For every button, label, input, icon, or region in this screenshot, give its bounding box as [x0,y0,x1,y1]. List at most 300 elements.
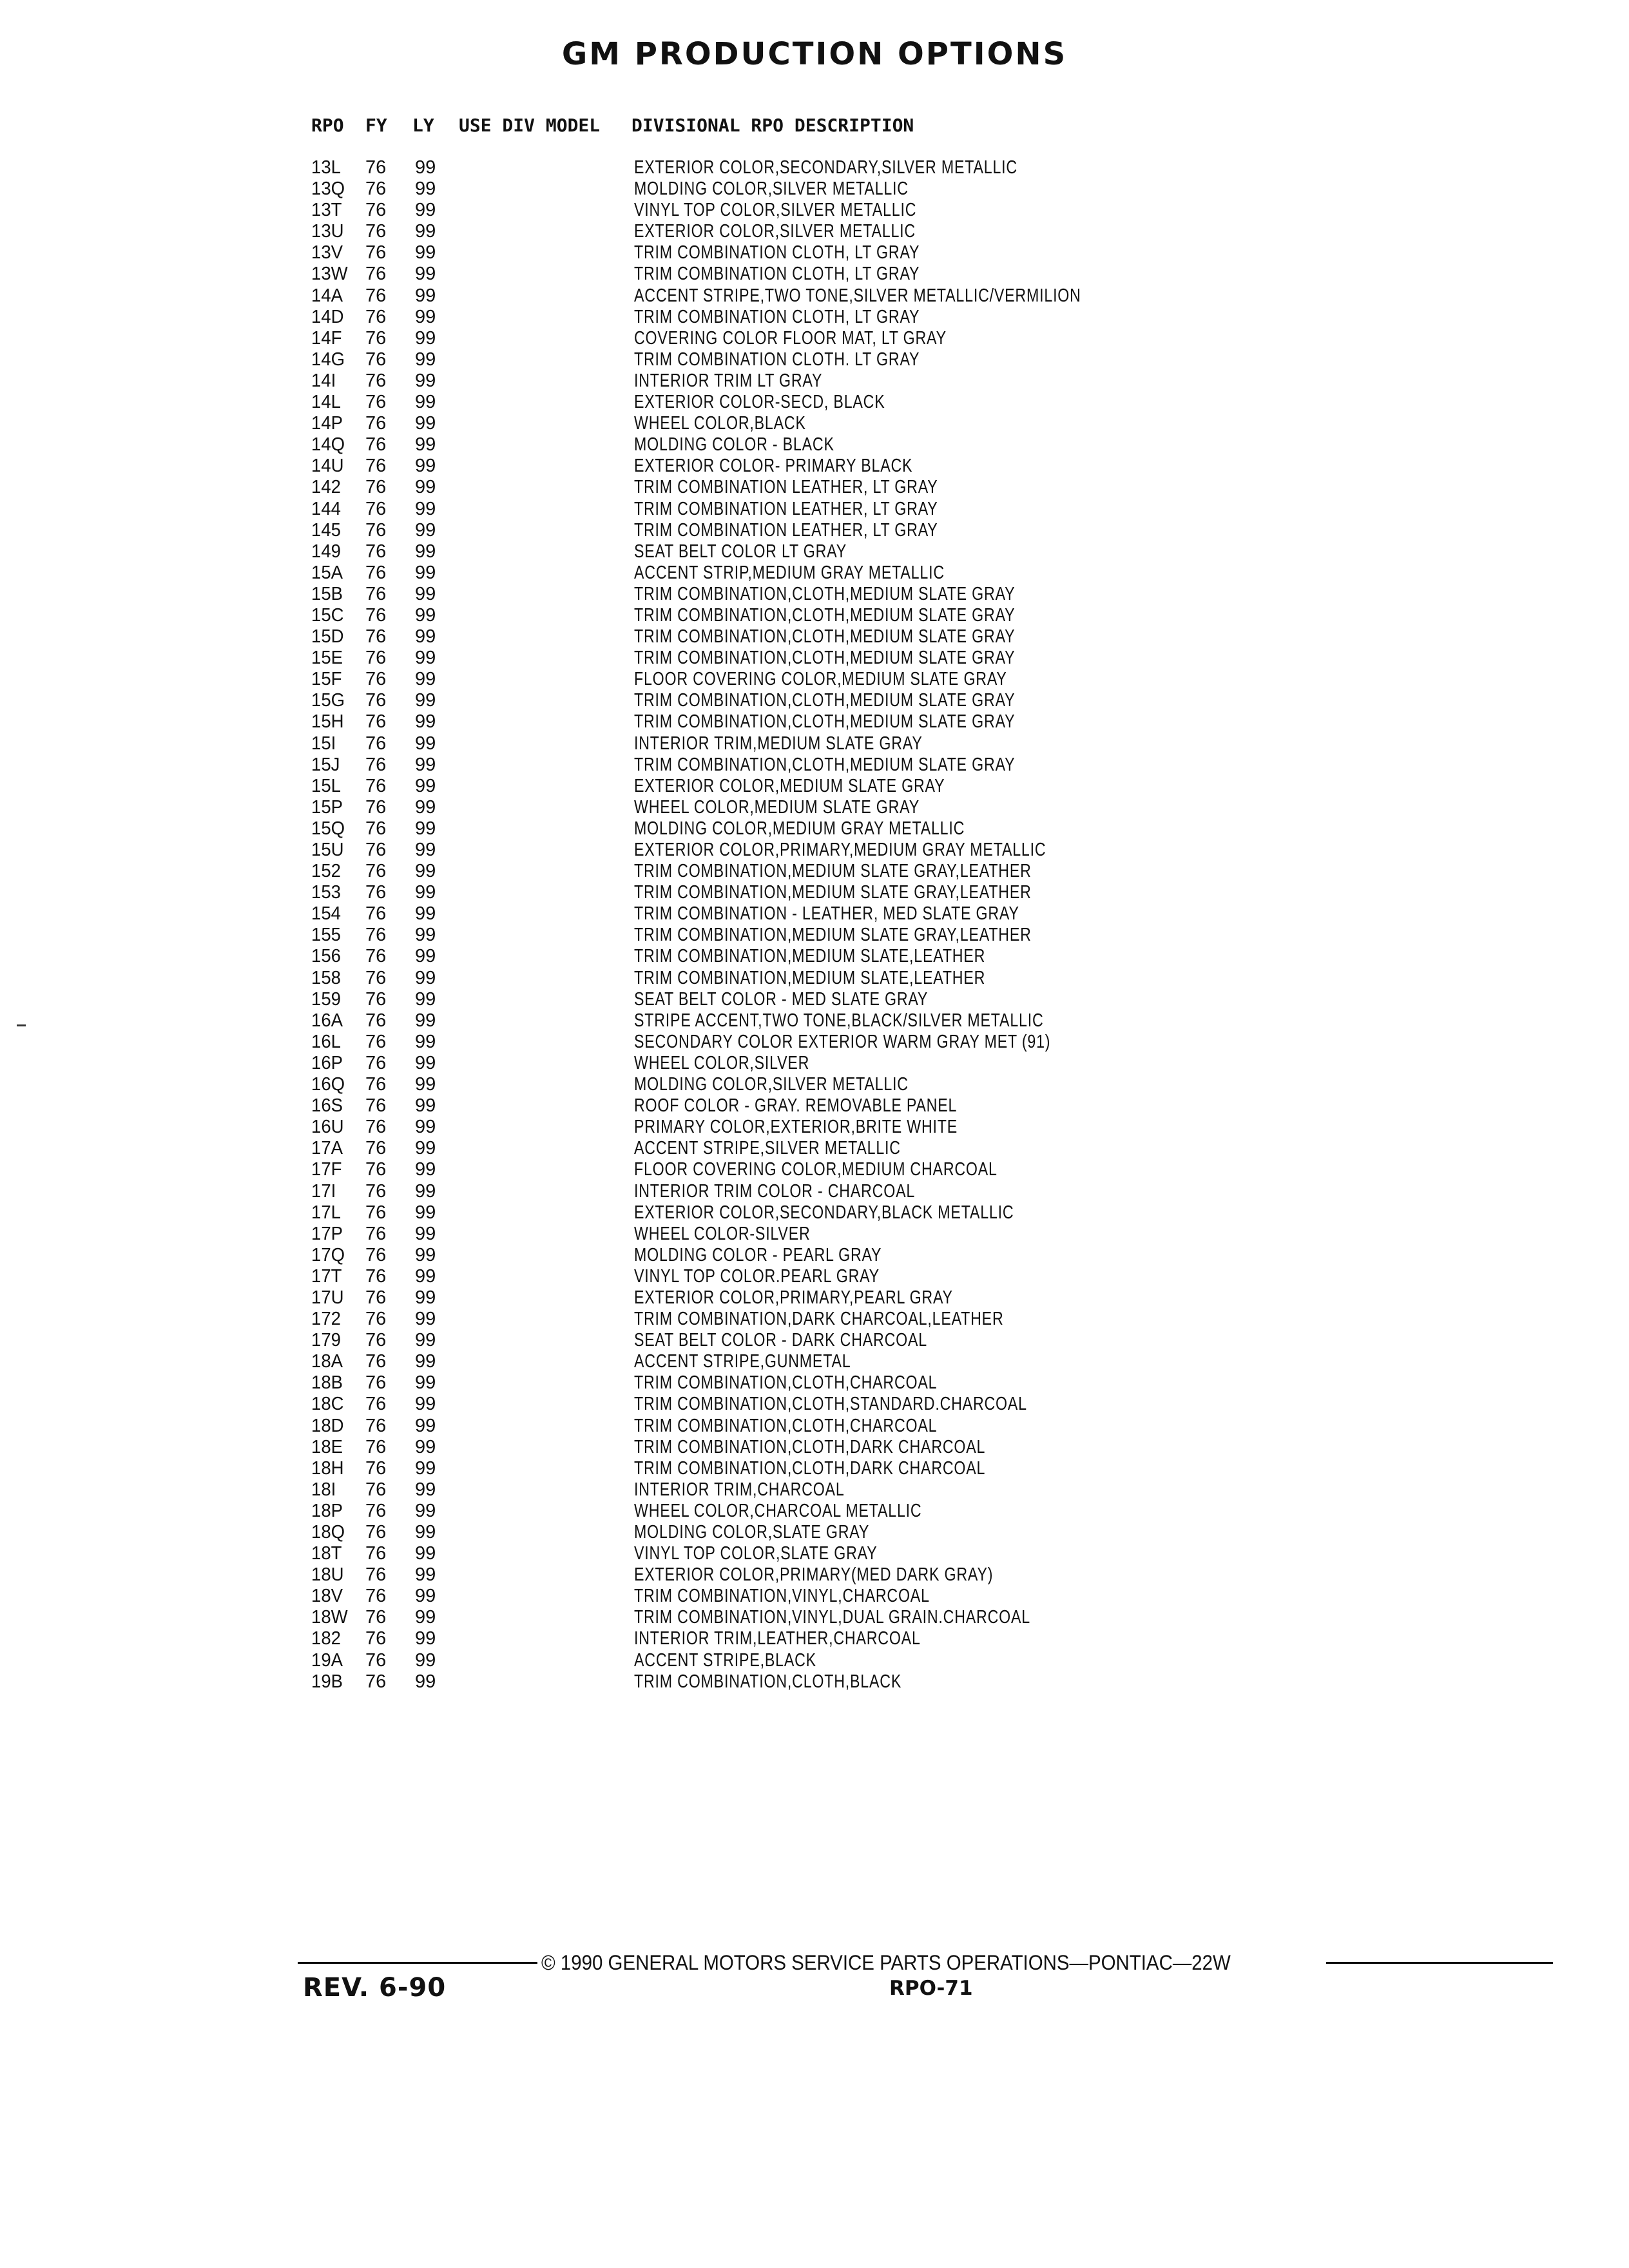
last-year: 99 [415,1457,436,1479]
first-year: 76 [365,1564,387,1586]
last-year: 99 [415,306,436,327]
rpo-description: WHEEL COLOR,CHARCOAL METALLIC [634,1500,922,1521]
table-row [0,776,1629,797]
first-year: 76 [365,1607,387,1628]
rpo-code: 15P [311,796,343,818]
rpo-description: VINYL TOP COLOR,SILVER METALLIC [634,200,917,221]
first-year: 76 [365,1010,387,1031]
first-year: 76 [365,1287,387,1308]
last-year: 99 [415,925,436,946]
rpo-description: TRIM COMBINATION LEATHER, LT GRAY [634,477,938,498]
last-year: 99 [415,242,436,264]
first-year: 76 [365,221,387,242]
table-row [0,520,1629,541]
column-header-rpo: RPO [311,115,344,136]
last-year: 99 [415,1522,436,1542]
last-year: 99 [415,413,436,434]
footer-rule-left [298,1962,537,1964]
last-year: 99 [415,1649,436,1671]
first-year: 76 [365,861,387,882]
rpo-description: WHEEL COLOR-SILVER [634,1223,811,1244]
rpo-code: 17I [311,1180,336,1202]
rpo-code: 155 [311,925,341,946]
first-year: 76 [365,1522,387,1542]
rpo-description: TRIM COMBINATION,MEDIUM SLATE GRAY,LEATHER [634,925,1032,946]
table-row [0,903,1629,925]
rpo-code: 17T [311,1265,342,1287]
first-year: 76 [365,1052,387,1073]
first-year: 76 [365,1351,387,1372]
first-year: 76 [365,264,387,285]
table-row [0,690,1629,711]
first-year: 76 [365,818,387,839]
rpo-description: TRIM COMBINATION,MEDIUM SLATE,LEATHER [634,967,986,988]
first-year: 76 [365,306,387,327]
rpo-description: ROOF COLOR - GRAY. REMOVABLE PANEL [634,1095,958,1117]
rpo-description: WHEEL COLOR,SILVER [634,1052,810,1073]
last-year: 99 [415,1607,436,1628]
table-row [0,754,1629,776]
last-year: 99 [415,818,436,839]
rpo-description: EXTERIOR COLOR,MEDIUM SLATE GRAY [634,775,945,796]
table-row [0,733,1629,754]
rpo-code: 16L [311,1031,341,1052]
first-year: 76 [365,1415,387,1436]
table-row [0,669,1629,690]
rpo-description: TRIM COMBINATION,CLOTH,MEDIUM SLATE GRAY [634,583,1016,604]
copyright-notice: © 1990 GENERAL MOTORS SERVICE PARTS OPERATIONS—PONTIAC—22W [541,1951,1231,1974]
rpo-description: SEAT BELT COLOR - MED SLATE GRAY [634,988,929,1010]
rpo-description: INTERIOR TRIM LT GRAY [634,370,823,391]
last-year: 99 [415,882,436,903]
last-year: 99 [415,733,436,754]
first-year: 76 [365,285,387,306]
table-row [0,946,1629,967]
rpo-code: 18P [311,1500,343,1521]
first-year: 76 [365,1457,387,1479]
table-row [0,1416,1629,1437]
first-year: 76 [365,967,387,988]
rpo-code: 15I [311,733,336,754]
last-year: 99 [415,1330,436,1351]
last-year: 99 [415,754,436,775]
rpo-description: TRIM COMBINATION,CLOTH,MEDIUM SLATE GRAY [634,690,1016,711]
first-year: 76 [365,711,387,733]
last-year: 99 [415,1117,436,1138]
last-year: 99 [415,562,436,583]
first-year: 76 [365,541,387,562]
table-row [0,456,1629,477]
page-number: RPO-71 [889,1977,973,2000]
rpo-code: 152 [311,861,341,882]
first-year: 76 [365,434,387,456]
rpo-description: SECONDARY COLOR EXTERIOR WARM GRAY MET (91) [634,1031,1051,1052]
rpo-code: 14I [311,370,336,391]
last-year: 99 [415,775,436,796]
rpo-description: VINYL TOP COLOR,SLATE GRAY [634,1543,878,1564]
rpo-description: TRIM COMBINATION - LEATHER, MED SLATE GRAY [634,903,1019,925]
last-year: 99 [415,178,436,200]
rpo-description: TRIM COMBINATION,CLOTH,MEDIUM SLATE GRAY [634,604,1016,626]
table-row [0,882,1629,903]
page-title: GM PRODUCTION OPTIONS [561,36,1068,72]
first-year: 76 [365,1543,387,1564]
table-row [0,413,1629,434]
table-row [0,434,1629,456]
table-row [0,1245,1629,1266]
first-year: 76 [365,925,387,946]
rpo-description: TRIM COMBINATION,CLOTH,DARK CHARCOAL [634,1436,986,1457]
first-year: 76 [365,988,387,1010]
first-year: 76 [365,626,387,648]
rpo-description: TRIM COMBINATION,DARK CHARCOAL,LEATHER [634,1309,1004,1330]
rpo-description: EXTERIOR COLOR,SECONDARY,SILVER METALLIC [634,157,1017,178]
table-row [0,200,1629,221]
last-year: 99 [415,456,436,477]
first-year: 76 [365,519,387,541]
last-year: 99 [415,1564,436,1586]
last-year: 99 [415,1287,436,1308]
rpo-code: 15E [311,648,343,669]
last-year: 99 [415,1223,436,1244]
rpo-description: INTERIOR TRIM COLOR - CHARCOAL [634,1180,916,1202]
rpo-code: 14G [311,349,345,370]
last-year: 99 [415,967,436,988]
column-header-use-div-model: USE DIV MODEL [459,115,601,136]
table-row [0,925,1629,946]
rpo-code: 14U [311,456,344,477]
rpo-code: 144 [311,498,341,519]
rpo-code: 18H [311,1457,344,1479]
rpo-description: TRIM COMBINATION CLOTH. LT GRAY [634,349,920,370]
footer-rule-right [1326,1962,1553,1964]
first-year: 76 [365,1372,387,1394]
last-year: 99 [415,434,436,456]
first-year: 76 [365,157,387,178]
first-year: 76 [365,604,387,626]
rpo-code: 14A [311,285,343,306]
first-year: 76 [365,754,387,775]
table-row [0,1266,1629,1287]
first-year: 76 [365,946,387,967]
first-year: 76 [365,349,387,370]
table-row [0,968,1629,989]
first-year: 76 [365,200,387,221]
rpo-code: 18D [311,1415,344,1436]
table-row [0,1501,1629,1522]
last-year: 99 [415,264,436,285]
rpo-description: TRIM COMBINATION CLOTH, LT GRAY [634,306,920,327]
last-year: 99 [415,988,436,1010]
first-year: 76 [365,477,387,498]
last-year: 99 [415,392,436,413]
rpo-description: EXTERIOR COLOR,PRIMARY,PEARL GRAY [634,1287,953,1308]
last-year: 99 [415,157,436,178]
rpo-description: ACCENT STRIPE,TWO TONE,SILVER METALLIC/VERMILION [634,285,1081,306]
revision-label: REV. 6-90 [303,1973,447,2003]
first-year: 76 [365,1159,387,1180]
table-row [0,477,1629,498]
last-year: 99 [415,285,436,306]
last-year: 99 [415,840,436,860]
rpo-code: 17A [311,1138,343,1159]
rpo-description: STRIPE ACCENT,TWO TONE,BLACK/SILVER METALLIC [634,1010,1044,1031]
first-year: 76 [365,562,387,583]
table-row [0,1224,1629,1245]
table-row [0,1053,1629,1074]
last-year: 99 [415,604,436,626]
first-year: 76 [365,1202,387,1223]
table-row [0,1159,1629,1180]
rpo-description: EXTERIOR COLOR,SILVER METALLIC [634,221,916,242]
last-year: 99 [415,1159,436,1180]
table-row [0,562,1629,584]
rpo-code: 17L [311,1202,341,1223]
rpo-code: 16Q [311,1074,345,1095]
last-year: 99 [415,1180,436,1202]
rpo-code: 142 [311,477,341,498]
rpo-code: 14F [311,327,342,349]
rpo-description: FLOOR COVERING COLOR,MEDIUM SLATE GRAY [634,669,1007,690]
first-year: 76 [365,1309,387,1330]
table-row [0,157,1629,178]
table-row [0,1372,1629,1394]
last-year: 99 [415,861,436,882]
rpo-description: ACCENT STRIPE,GUNMETAL [634,1351,851,1372]
rpo-code: 15F [311,669,342,690]
last-year: 99 [415,327,436,349]
last-year: 99 [415,221,436,242]
rpo-description: ACCENT STRIPE,SILVER METALLIC [634,1138,901,1159]
rpo-code: 154 [311,903,341,925]
table-row [0,1309,1629,1330]
rpo-code: 15G [311,690,345,711]
rpo-code: 18B [311,1372,343,1394]
rpo-description: INTERIOR TRIM,LEATHER,CHARCOAL [634,1628,921,1649]
table-row [0,1522,1629,1543]
table-row [0,349,1629,370]
rpo-code: 18C [311,1394,344,1415]
table-row [0,307,1629,328]
table-row [0,1479,1629,1501]
first-year: 76 [365,1265,387,1287]
last-year: 99 [415,498,436,519]
table-row [0,178,1629,200]
table-row [0,370,1629,392]
last-year: 99 [415,349,436,370]
first-year: 76 [365,1074,387,1095]
table-row [0,264,1629,285]
first-year: 76 [365,1649,387,1671]
table-row [0,605,1629,626]
rpo-description: FLOOR COVERING COLOR,MEDIUM CHARCOAL [634,1159,998,1180]
first-year: 76 [365,775,387,796]
rpo-description: TRIM COMBINATION,CLOTH,MEDIUM SLATE GRAY [634,648,1016,669]
table-row [0,328,1629,349]
rpo-code: 14P [311,413,343,434]
table-row [0,1287,1629,1309]
table-row [0,1564,1629,1586]
table-row [0,541,1629,562]
rpo-code: 18E [311,1436,343,1457]
first-year: 76 [365,1436,387,1457]
last-year: 99 [415,1372,436,1394]
rpo-code: 13U [311,221,344,242]
table-row [0,584,1629,605]
rpo-description: TRIM COMBINATION LEATHER, LT GRAY [634,519,938,541]
rpo-description: TRIM COMBINATION,CLOTH,CHARCOAL [634,1415,938,1436]
last-year: 99 [415,648,436,669]
table-row [0,1458,1629,1479]
table-row [0,797,1629,818]
rpo-description: TRIM COMBINATION,CLOTH,STANDARD.CHARCOAL [634,1394,1027,1415]
rpo-code: 15A [311,562,343,583]
rpo-description: PRIMARY COLOR,EXTERIOR,BRITE WHITE [634,1117,958,1138]
table-row [0,1437,1629,1458]
rpo-description: TRIM COMBINATION,CLOTH,MEDIUM SLATE GRAY [634,626,1016,648]
rpo-code: 158 [311,967,341,988]
last-year: 99 [415,477,436,498]
rpo-code: 153 [311,882,341,903]
first-year: 76 [365,583,387,604]
rpo-code: 182 [311,1628,341,1649]
rpo-description: TRIM COMBINATION,MEDIUM SLATE GRAY,LEATHER [634,882,1032,903]
table-row [0,1607,1629,1628]
table-row [0,1543,1629,1564]
last-year: 99 [415,1031,436,1052]
last-year: 99 [415,370,436,391]
rpo-code: 13L [311,157,341,178]
rpo-code: 18V [311,1586,343,1607]
column-header-description: DIVISIONAL RPO DESCRIPTION [631,115,914,136]
last-year: 99 [415,711,436,733]
last-year: 99 [415,1500,436,1521]
first-year: 76 [365,1479,387,1500]
first-year: 76 [365,882,387,903]
rpo-code: 18I [311,1479,336,1500]
rpo-code: 17P [311,1223,343,1244]
first-year: 76 [365,392,387,413]
first-year: 76 [365,690,387,711]
rpo-description: WHEEL COLOR,BLACK [634,413,806,434]
first-year: 76 [365,413,387,434]
table-row [0,1671,1629,1693]
rpo-code: 15Q [311,818,345,839]
rpo-description: TRIM COMBINATION,CLOTH,CHARCOAL [634,1372,938,1394]
last-year: 99 [415,1265,436,1287]
first-year: 76 [365,796,387,818]
rpo-description: TRIM COMBINATION,VINYL,DUAL GRAIN.CHARCOAL [634,1607,1030,1628]
last-year: 99 [415,1010,436,1031]
first-year: 76 [365,648,387,669]
last-year: 99 [415,1586,436,1607]
last-year: 99 [415,1095,436,1117]
first-year: 76 [365,1244,387,1265]
table-row [0,818,1629,840]
rpo-description: EXTERIOR COLOR,SECONDARY,BLACK METALLIC [634,1202,1014,1223]
rpo-code: 13W [311,264,348,285]
rpo-code: 19A [311,1649,343,1671]
rpo-description: WHEEL COLOR,MEDIUM SLATE GRAY [634,796,920,818]
table-row [0,1095,1629,1117]
rpo-description: INTERIOR TRIM,CHARCOAL [634,1479,845,1500]
rpo-code: 18Q [311,1522,345,1542]
last-year: 99 [415,519,436,541]
rpo-code: 15H [311,711,344,733]
last-year: 99 [415,1244,436,1265]
margin-mark [17,1024,26,1026]
table-row [0,1010,1629,1032]
rpo-description: EXTERIOR COLOR,PRIMARY,MEDIUM GRAY METALLIC [634,840,1046,860]
first-year: 76 [365,1394,387,1415]
rpo-code: 13T [311,200,342,221]
rpo-description: ACCENT STRIP,MEDIUM GRAY METALLIC [634,562,945,583]
rpo-code: 15U [311,840,344,860]
rpo-description: ACCENT STRIPE,BLACK [634,1649,816,1671]
first-year: 76 [365,1031,387,1052]
first-year: 76 [365,1180,387,1202]
last-year: 99 [415,583,436,604]
table-row [0,1138,1629,1159]
rpo-code: 18A [311,1351,343,1372]
last-year: 99 [415,1202,436,1223]
first-year: 76 [365,242,387,264]
last-year: 99 [415,690,436,711]
column-header-ly: LY [412,115,434,136]
last-year: 99 [415,1394,436,1415]
table-row [0,861,1629,882]
rpo-code: 17Q [311,1244,345,1265]
rpo-code: 145 [311,519,341,541]
first-year: 76 [365,1138,387,1159]
first-year: 76 [365,1628,387,1649]
rpo-description: TRIM COMBINATION,CLOTH,BLACK [634,1671,902,1692]
table-row [0,711,1629,733]
table-row [0,499,1629,520]
rpo-code: 14L [311,392,341,413]
first-year: 76 [365,903,387,925]
rpo-description: EXTERIOR COLOR- PRIMARY BLACK [634,456,913,477]
rpo-code: 19B [311,1671,343,1692]
last-year: 99 [415,1671,436,1692]
rpo-table-body [0,157,1629,1693]
rpo-description: MOLDING COLOR - PEARL GRAY [634,1244,882,1265]
first-year: 76 [365,498,387,519]
last-year: 99 [415,903,436,925]
last-year: 99 [415,796,436,818]
rpo-code: 13Q [311,178,345,200]
first-year: 76 [365,669,387,690]
rpo-description: EXTERIOR COLOR,PRIMARY(MED DARK GRAY) [634,1564,994,1586]
rpo-description: TRIM COMBINATION,MEDIUM SLATE,LEATHER [634,946,986,967]
rpo-code: 16P [311,1052,343,1073]
rpo-description: COVERING COLOR FLOOR MAT, LT GRAY [634,327,947,349]
last-year: 99 [415,1436,436,1457]
rpo-description: MOLDING COLOR,SLATE GRAY [634,1522,870,1542]
table-row [0,1650,1629,1671]
table-row [0,242,1629,264]
last-year: 99 [415,1543,436,1564]
table-row [0,626,1629,648]
rpo-description: MOLDING COLOR,SILVER METALLIC [634,178,909,200]
last-year: 99 [415,946,436,967]
rpo-code: 14Q [311,434,345,456]
rpo-description: MOLDING COLOR,MEDIUM GRAY METALLIC [634,818,965,839]
last-year: 99 [415,200,436,221]
rpo-description: MOLDING COLOR - BLACK [634,434,834,456]
first-year: 76 [365,733,387,754]
last-year: 99 [415,1309,436,1330]
